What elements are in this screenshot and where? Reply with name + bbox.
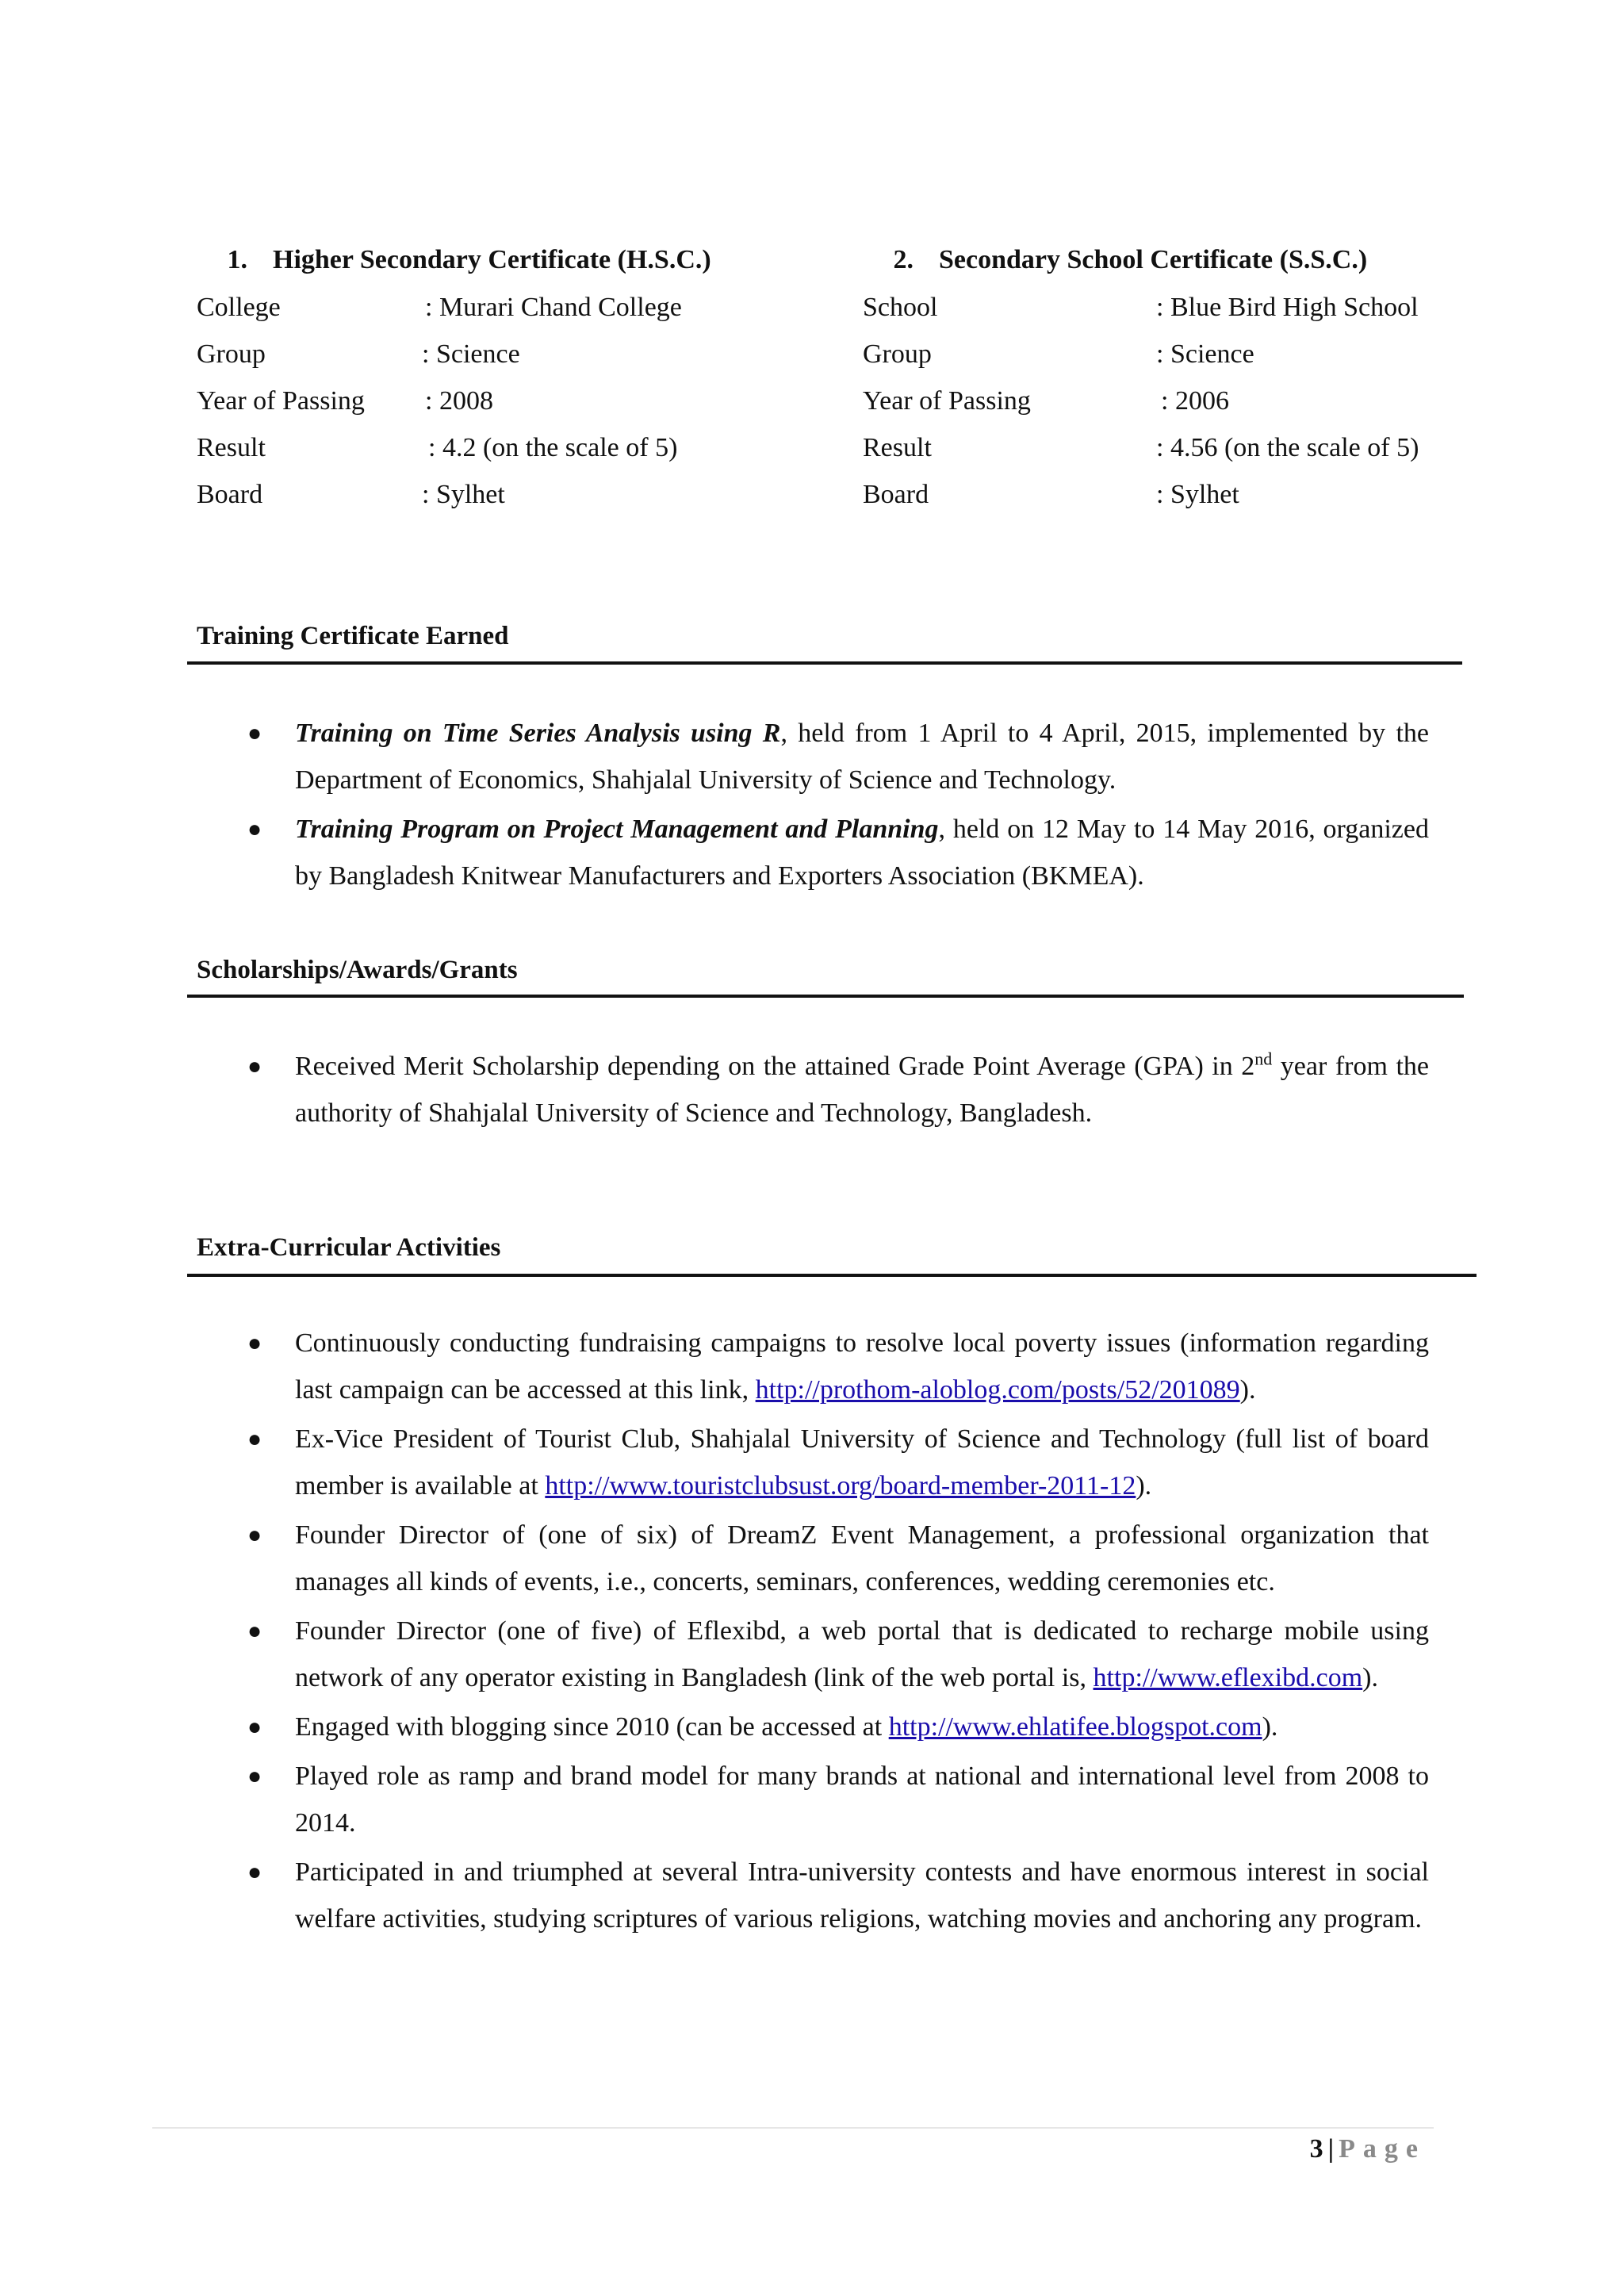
hsc-board-value: : Sylhet xyxy=(422,480,505,509)
item-text-end: ). xyxy=(1239,1375,1256,1405)
ssc-result-label: Result xyxy=(863,433,932,462)
item-text: Participated in and triumphed at several Intra-university contests and have enormous interest in social welfare activities, studying scriptures of various religions, watching movies and anchoring any program. xyxy=(295,1857,1429,1934)
bullet-icon: ● xyxy=(247,1330,262,1356)
hsc-year-value: : 2008 xyxy=(425,386,493,416)
ssc-title: Secondary School Certificate (S.S.C.) xyxy=(939,245,1368,274)
hsc-college-value: : Murari Chand College xyxy=(425,293,682,322)
hsc-group-label: Group xyxy=(197,339,266,369)
hsc-block xyxy=(197,236,831,518)
hsc-row-board xyxy=(197,471,831,518)
scholarship-sup: nd xyxy=(1254,1048,1273,1069)
fundraising-link[interactable]: http://prothom-aloblog.com/posts/52/201089 xyxy=(755,1375,1240,1405)
footer-divider xyxy=(152,2127,1434,2129)
scholarships-section-heading xyxy=(197,954,518,986)
extracurricular-section-heading xyxy=(197,1232,500,1263)
ssc-year-value: : 2006 xyxy=(1161,386,1229,416)
bullet-icon: ● xyxy=(247,720,262,746)
item-text: Engaged with blogging since 2010 (can be accessed at xyxy=(295,1712,889,1742)
hsc-row-group xyxy=(197,331,831,378)
ssc-group-label: Group xyxy=(863,339,932,369)
hsc-row-year xyxy=(197,378,831,424)
ssc-school-label: School xyxy=(863,293,938,322)
training-item-title: Training on Time Series Analysis using R xyxy=(295,719,781,748)
extracurricular-item xyxy=(243,1416,1429,1509)
ssc-year-label: Year of Passing xyxy=(863,386,1031,416)
ssc-group-value: : Science xyxy=(1156,339,1254,369)
scholarship-text-before: Received Merit Scholarship depending on the attained Grade Point Average (GPA) in 2 xyxy=(295,1052,1255,1081)
scholarships-title: Scholarships/Awards/Grants xyxy=(197,956,518,984)
scholarships-divider xyxy=(187,995,1464,998)
extracurricular-item xyxy=(243,1704,1429,1750)
hsc-result-label: Result xyxy=(197,433,266,462)
bullet-icon: ● xyxy=(247,1053,262,1079)
scholarship-item xyxy=(243,1043,1429,1137)
item-text: Founder Director (one of five) of Eflexibd, a web portal that is dedicated to recharge mobile using network of any operator existing in Bangladesh (link of the web portal is, xyxy=(295,1616,1429,1692)
bullet-icon: ● xyxy=(247,1859,262,1885)
extracurricular-item xyxy=(243,1512,1429,1605)
hsc-board-label: Board xyxy=(197,480,263,509)
hsc-group-value: : Science xyxy=(422,339,520,369)
ssc-row-year xyxy=(863,378,1497,424)
hsc-result-value: : 4.2 (on the scale of 5) xyxy=(428,433,678,462)
scholarship-text-after: year from the authority of Shahjalal University of Science and Technology, Bangladesh. xyxy=(295,1052,1429,1128)
extracurricular-item xyxy=(243,1753,1429,1846)
training-section-heading xyxy=(197,620,509,652)
ssc-result-value: : 4.56 (on the scale of 5) xyxy=(1156,433,1419,462)
ssc-heading xyxy=(863,236,1497,284)
page-number: 3 xyxy=(1309,2134,1323,2164)
ssc-number: 2. xyxy=(893,245,914,274)
bullet-icon: ● xyxy=(247,1714,262,1740)
hsc-heading xyxy=(197,236,831,284)
extracurricular-title: Extra-Curricular Activities xyxy=(197,1233,501,1262)
training-item xyxy=(243,806,1429,899)
bullet-icon: ● xyxy=(247,816,262,842)
item-text: Founder Director of (one of six) of DreamZ Event Management, a professional organization that manages all kinds of events, i.e., concerts, seminars, conferences, wedding ceremonies etc. xyxy=(295,1520,1429,1596)
hsc-year-label: Year of Passing xyxy=(197,386,365,416)
bullet-icon: ● xyxy=(247,1426,262,1452)
ssc-school-value: : Blue Bird High School xyxy=(1156,293,1419,322)
hsc-number: 1. xyxy=(227,245,247,274)
training-item-text: , held on 12 May to 14 May 2016, organized by Bangladesh Knitwear Manufacturers and Exporters Association (BKMEA). xyxy=(295,815,1429,891)
page-label: Page xyxy=(1339,2134,1426,2164)
extracurricular-item xyxy=(243,1320,1429,1413)
ssc-board-label: Board xyxy=(863,480,929,509)
extracurricular-item xyxy=(243,1849,1429,1942)
ssc-board-value: : Sylhet xyxy=(1156,480,1239,509)
ssc-row-school xyxy=(863,284,1497,331)
eflexibd-link[interactable]: http://www.eflexibd.com xyxy=(1093,1663,1363,1692)
bullet-icon: ● xyxy=(247,1763,262,1789)
training-item-title: Training Program on Project Management and Planning xyxy=(295,815,939,844)
item-text-end: ). xyxy=(1362,1663,1378,1692)
training-list xyxy=(243,710,1429,902)
extracurricular-list xyxy=(243,1320,1429,1945)
item-text: Played role as ramp and brand model for many brands at national and international level from 2008 to 2014. xyxy=(295,1761,1429,1838)
ssc-row-group xyxy=(863,331,1497,378)
training-title: Training Certificate Earned xyxy=(197,622,509,650)
item-text: Continuously conducting fundraising campaigns to resolve local poverty issues (information regarding last campaign can be accessed at this link, xyxy=(295,1328,1429,1405)
bullet-icon: ● xyxy=(247,1522,262,1548)
blog-link[interactable]: http://www.ehlatifee.blogspot.com xyxy=(888,1712,1262,1742)
hsc-row-college xyxy=(197,284,831,331)
training-item-text: , held from 1 April to 4 April, 2015, implemented by the Department of Economics, Shahjalal University of Science and Technology. xyxy=(295,719,1430,795)
ssc-row-board xyxy=(863,471,1497,518)
item-text-end: ). xyxy=(1136,1471,1152,1501)
item-text: Ex-Vice President of Tourist Club, Shahjalal University of Science and Technology (full list of board member is available at xyxy=(295,1424,1429,1501)
item-text-end: ). xyxy=(1262,1712,1278,1742)
hsc-row-result xyxy=(197,424,831,471)
extracurricular-item xyxy=(243,1608,1429,1701)
ssc-block xyxy=(863,236,1497,518)
extracurricular-divider xyxy=(187,1274,1477,1277)
training-item xyxy=(243,710,1429,803)
hsc-college-label: College xyxy=(197,293,281,322)
ssc-row-result xyxy=(863,424,1497,471)
page-footer xyxy=(1310,2132,1426,2167)
scholarships-list xyxy=(243,1043,1429,1139)
footer-separator: | xyxy=(1327,2134,1335,2164)
hsc-title: Higher Secondary Certificate (H.S.C.) xyxy=(273,245,711,274)
bullet-icon: ● xyxy=(247,1618,262,1644)
tourist-club-link[interactable]: http://www.touristclubsust.org/board-member-2011-12 xyxy=(545,1471,1136,1501)
training-divider xyxy=(187,661,1462,665)
